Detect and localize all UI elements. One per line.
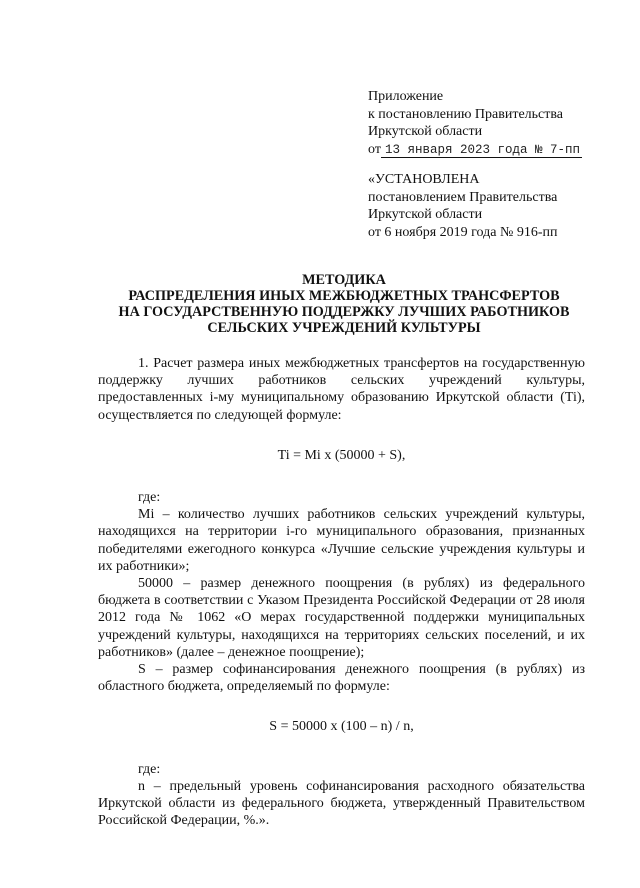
approved-date: от 6 ноября 2019 года № 916-пп bbox=[368, 224, 558, 240]
document-body bbox=[98, 355, 585, 829]
paragraph-1: 1. Расчет размера иных межбюджетных трансфертов на государственную поддержку лучших работников сельских учреждений культуры, предоставленных i-му муниципальному образованию Иркутской области (Ti), осуществляется по следующей формуле: bbox=[98, 356, 585, 423]
approved-block bbox=[368, 171, 618, 241]
approved-region: Иркутской области bbox=[368, 207, 483, 222]
formula-ti: Ti = Mi x (50000 + S), bbox=[277, 447, 406, 463]
definition-mi: Mi – количество лучших работников сельских учреждений культуры, находящихся на территории i-го муниципального образования, признанных победителями ежегодного конкурса «Лучшие сельские учреждения культуры и их работники»; bbox=[98, 507, 585, 574]
formula-s: S = 50000 x (100 – n) / n, bbox=[269, 719, 414, 735]
definition-50000: 50000 – размер денежного поощрения (в рублях) из федерального бюджета в соответствии с Указом Президента Российской Федерации от 28 июля 2012 года № 1062 «О мерах государственной поддержки муниципальных учреждений культуры, находящихся на территориях сельских поселений, и их работников» (далее – денежное поощрение); bbox=[98, 576, 585, 660]
definition-n: n – предельный уровень софинансирования расходного обязательства Иркутской области из федерального бюджета, утвержденный Правительством Российской Федерации, %.». bbox=[98, 778, 585, 829]
attachment-date-prefix: от bbox=[368, 141, 381, 157]
attachment-region: Иркутской области bbox=[368, 124, 483, 139]
attachment-date-filled: 13 января 2023 года № 7-пп bbox=[381, 143, 582, 158]
definition-s: S – размер софинансирования денежного поощрения (в рублях) из областного бюджета, определяемый по формуле: bbox=[98, 662, 585, 695]
attachment-date-line bbox=[368, 141, 618, 160]
attachment-resolution-ref: к постановлению Правительства bbox=[368, 106, 564, 122]
title-line-4: СЕЛЬСКИХ УЧРЕЖДЕНИЙ КУЛЬТУРЫ bbox=[207, 320, 481, 336]
where-label-2: где: bbox=[138, 761, 161, 777]
attachment-label: Приложение bbox=[368, 89, 444, 104]
document-title bbox=[96, 272, 592, 336]
title-line-2: РАСПРЕДЕЛЕНИЯ ИНЫХ МЕЖБЮДЖЕТНЫХ ТРАНСФЕРТОВ bbox=[128, 288, 560, 304]
title-line-1: МЕТОДИКА bbox=[302, 272, 386, 288]
approved-label: «УСТАНОВЛЕНА bbox=[368, 172, 480, 187]
where-label-1: где: bbox=[138, 490, 161, 506]
attachment-block bbox=[368, 88, 618, 159]
title-line-3: НА ГОСУДАРСТВЕННУЮ ПОДДЕРЖКУ ЛУЧШИХ РАБОТНИКОВ bbox=[118, 304, 570, 320]
approved-by: постановлением Правительства bbox=[368, 189, 558, 205]
